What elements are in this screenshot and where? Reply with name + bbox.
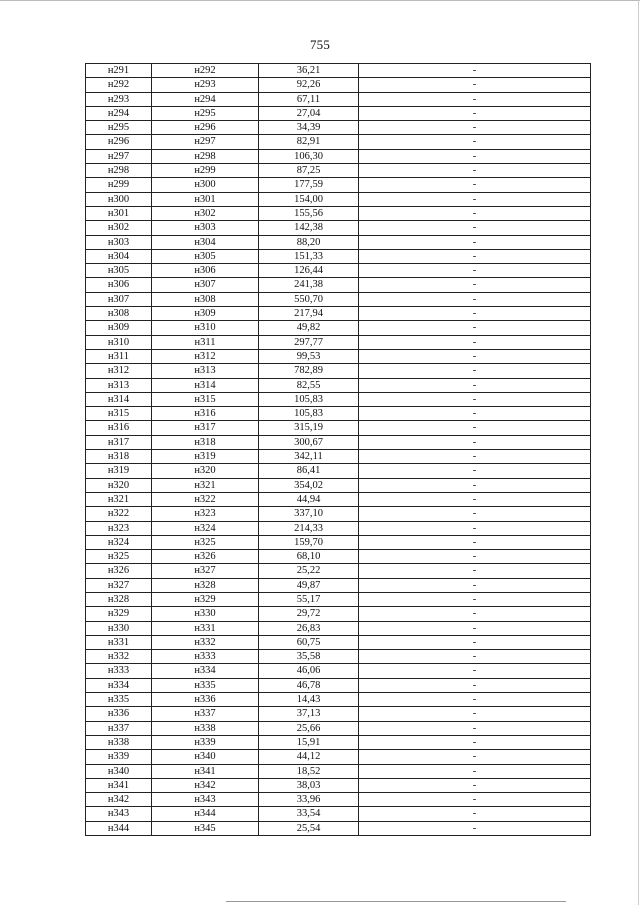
point-to-cell: н336 [152,693,259,707]
table-row [86,292,591,306]
length-cell: 155,56 [259,206,359,220]
note-cell: - [359,578,591,592]
table-row [86,192,591,206]
table-row [86,650,591,664]
note-cell: - [359,106,591,120]
table-row [86,578,591,592]
table-row [86,307,591,321]
point-to-cell: н293 [152,78,259,92]
note-cell: - [359,521,591,535]
point-to-cell: н296 [152,121,259,135]
point-from-cell: н308 [86,307,152,321]
point-to-cell: н329 [152,592,259,606]
point-from-cell: н332 [86,650,152,664]
note-cell: - [359,364,591,378]
point-to-cell: н330 [152,607,259,621]
point-from-cell: н324 [86,535,152,549]
point-from-cell: н317 [86,435,152,449]
table-row [86,121,591,135]
point-from-cell: н291 [86,64,152,78]
point-from-cell: н314 [86,392,152,406]
point-from-cell: н333 [86,664,152,678]
point-from-cell: н343 [86,807,152,821]
note-cell: - [359,450,591,464]
point-to-cell: н337 [152,707,259,721]
table-row [86,621,591,635]
point-from-cell: н294 [86,106,152,120]
length-cell: 241,38 [259,278,359,292]
point-to-cell: н344 [152,807,259,821]
point-to-cell: н304 [152,235,259,249]
point-from-cell: н330 [86,621,152,635]
length-cell: 142,38 [259,221,359,235]
note-cell: - [359,278,591,292]
length-cell: 25,66 [259,721,359,735]
table-row [86,335,591,349]
point-from-cell: н336 [86,707,152,721]
table-row [86,550,591,564]
table-row [86,392,591,406]
length-cell: 34,39 [259,121,359,135]
length-cell: 159,70 [259,535,359,549]
point-to-cell: н309 [152,307,259,321]
length-cell: 38,03 [259,778,359,792]
point-from-cell: н306 [86,278,152,292]
point-to-cell: н299 [152,164,259,178]
table-row [86,421,591,435]
length-cell: 297,77 [259,335,359,349]
length-cell: 82,55 [259,378,359,392]
length-cell: 106,30 [259,149,359,163]
note-cell: - [359,664,591,678]
table-row [86,249,591,263]
point-to-cell: н317 [152,421,259,435]
point-to-cell: н315 [152,392,259,406]
point-to-cell: н341 [152,764,259,778]
table-row [86,450,591,464]
point-from-cell: н322 [86,507,152,521]
table-row [86,135,591,149]
note-cell: - [359,807,591,821]
point-from-cell: н337 [86,721,152,735]
table-row [86,106,591,120]
point-from-cell: н325 [86,550,152,564]
length-cell: 82,91 [259,135,359,149]
table-row [86,564,591,578]
point-from-cell: н295 [86,121,152,135]
note-cell: - [359,249,591,263]
note-cell: - [359,264,591,278]
point-from-cell: н321 [86,492,152,506]
point-from-cell: н344 [86,821,152,835]
point-from-cell: н318 [86,450,152,464]
point-from-cell: н312 [86,364,152,378]
point-to-cell: н297 [152,135,259,149]
note-cell: - [359,793,591,807]
point-from-cell: н327 [86,578,152,592]
point-from-cell: н309 [86,321,152,335]
note-cell: - [359,192,591,206]
point-to-cell: н316 [152,407,259,421]
length-cell: 14,43 [259,693,359,707]
point-to-cell: н294 [152,92,259,106]
note-cell: - [359,407,591,421]
length-cell: 315,19 [259,421,359,435]
point-from-cell: н298 [86,164,152,178]
point-to-cell: н333 [152,650,259,664]
point-to-cell: н300 [152,178,259,192]
point-to-cell: н327 [152,564,259,578]
table-row [86,778,591,792]
point-from-cell: н301 [86,206,152,220]
point-to-cell: н319 [152,450,259,464]
note-cell: - [359,564,591,578]
length-cell: 55,17 [259,592,359,606]
note-cell: - [359,778,591,792]
point-from-cell: н341 [86,778,152,792]
table-row [86,793,591,807]
point-from-cell: н304 [86,249,152,263]
length-cell: 217,94 [259,307,359,321]
point-from-cell: н342 [86,793,152,807]
note-cell: - [359,750,591,764]
note-cell: - [359,135,591,149]
boundary-segments-table [85,63,591,836]
page-number: 755 [309,37,331,52]
length-cell: 26,83 [259,621,359,635]
table-row [86,435,591,449]
point-from-cell: н305 [86,264,152,278]
note-cell: - [359,149,591,163]
table-row [86,535,591,549]
point-to-cell: н331 [152,621,259,635]
length-cell: 33,96 [259,793,359,807]
point-to-cell: н324 [152,521,259,535]
point-to-cell: н306 [152,264,259,278]
table-row [86,678,591,692]
length-cell: 49,87 [259,578,359,592]
point-from-cell: н302 [86,221,152,235]
point-to-cell: н311 [152,335,259,349]
table-row [86,507,591,521]
point-to-cell: н339 [152,735,259,749]
length-cell: 44,94 [259,492,359,506]
length-cell: 25,54 [259,821,359,835]
note-cell: - [359,678,591,692]
point-to-cell: н298 [152,149,259,163]
note-cell: - [359,292,591,306]
point-to-cell: н307 [152,278,259,292]
note-cell: - [359,121,591,135]
table-row [86,206,591,220]
table-row [86,807,591,821]
table-row [86,764,591,778]
note-cell: - [359,92,591,106]
length-cell: 18,52 [259,764,359,778]
point-to-cell: н338 [152,721,259,735]
table-row [86,235,591,249]
table-row [86,607,591,621]
length-cell: 37,13 [259,707,359,721]
point-to-cell: н321 [152,478,259,492]
table-row [86,364,591,378]
point-to-cell: н342 [152,778,259,792]
point-from-cell: н331 [86,635,152,649]
note-cell: - [359,693,591,707]
length-cell: 337,10 [259,507,359,521]
length-cell: 87,25 [259,164,359,178]
point-to-cell: н328 [152,578,259,592]
note-cell: - [359,621,591,635]
table-row [86,721,591,735]
point-from-cell: н313 [86,378,152,392]
length-cell: 15,91 [259,735,359,749]
point-from-cell: н334 [86,678,152,692]
length-cell: 782,89 [259,364,359,378]
point-to-cell: н326 [152,550,259,564]
point-to-cell: н345 [152,821,259,835]
length-cell: 46,06 [259,664,359,678]
length-cell: 550,70 [259,292,359,306]
note-cell: - [359,635,591,649]
length-cell: 44,12 [259,750,359,764]
point-from-cell: н292 [86,78,152,92]
point-from-cell: н326 [86,564,152,578]
note-cell: - [359,64,591,78]
table-row [86,635,591,649]
note-cell: - [359,335,591,349]
table-row [86,78,591,92]
length-cell: 25,22 [259,564,359,578]
length-cell: 33,54 [259,807,359,821]
point-to-cell: н305 [152,249,259,263]
table-row [86,164,591,178]
page-frame-right-edge [638,0,639,905]
note-cell: - [359,378,591,392]
table-row [86,178,591,192]
table-row [86,92,591,106]
table-row [86,735,591,749]
length-cell: 214,33 [259,521,359,535]
note-cell: - [359,307,591,321]
point-from-cell: н335 [86,693,152,707]
table-row [86,592,591,606]
length-cell: 86,41 [259,464,359,478]
table-row [86,64,591,78]
point-to-cell: н312 [152,349,259,363]
point-from-cell: н340 [86,764,152,778]
point-from-cell: н307 [86,292,152,306]
length-cell: 46,78 [259,678,359,692]
note-cell: - [359,206,591,220]
point-from-cell: н323 [86,521,152,535]
table-row [86,693,591,707]
point-to-cell: н310 [152,321,259,335]
point-from-cell: н303 [86,235,152,249]
point-to-cell: н313 [152,364,259,378]
table-row [86,521,591,535]
point-from-cell: н311 [86,349,152,363]
point-to-cell: н318 [152,435,259,449]
point-from-cell: н338 [86,735,152,749]
length-cell: 177,59 [259,178,359,192]
length-cell: 105,83 [259,392,359,406]
note-cell: - [359,535,591,549]
table-row [86,278,591,292]
page-frame-bottom-line [226,901,566,902]
note-cell: - [359,321,591,335]
note-cell: - [359,235,591,249]
length-cell: 154,00 [259,192,359,206]
table-row [86,149,591,163]
note-cell: - [359,650,591,664]
point-from-cell: н329 [86,607,152,621]
note-cell: - [359,464,591,478]
point-to-cell: н322 [152,492,259,506]
table-row [86,378,591,392]
point-from-cell: н319 [86,464,152,478]
note-cell: - [359,607,591,621]
point-from-cell: н296 [86,135,152,149]
table-row [86,464,591,478]
length-cell: 60,75 [259,635,359,649]
length-cell: 49,82 [259,321,359,335]
point-to-cell: н303 [152,221,259,235]
note-cell: - [359,550,591,564]
table-row [86,750,591,764]
table-body [86,64,591,836]
note-cell: - [359,492,591,506]
point-from-cell: н315 [86,407,152,421]
length-cell: 36,21 [259,64,359,78]
point-from-cell: н316 [86,421,152,435]
length-cell: 151,33 [259,249,359,263]
note-cell: - [359,164,591,178]
table-row [86,407,591,421]
table-row [86,707,591,721]
table-row [86,821,591,835]
point-to-cell: н301 [152,192,259,206]
note-cell: - [359,435,591,449]
table-row [86,221,591,235]
note-cell: - [359,735,591,749]
point-to-cell: н325 [152,535,259,549]
point-to-cell: н292 [152,64,259,78]
note-cell: - [359,421,591,435]
point-to-cell: н334 [152,664,259,678]
page-frame-top-edge [0,0,640,1]
point-to-cell: н340 [152,750,259,764]
note-cell: - [359,78,591,92]
point-to-cell: н343 [152,793,259,807]
point-from-cell: н297 [86,149,152,163]
point-from-cell: н300 [86,192,152,206]
table-row [86,492,591,506]
note-cell: - [359,721,591,735]
length-cell: 67,11 [259,92,359,106]
length-cell: 105,83 [259,407,359,421]
length-cell: 35,58 [259,650,359,664]
point-to-cell: н320 [152,464,259,478]
point-from-cell: н310 [86,335,152,349]
point-from-cell: н293 [86,92,152,106]
note-cell: - [359,349,591,363]
note-cell: - [359,507,591,521]
table-row [86,264,591,278]
length-cell: 300,67 [259,435,359,449]
table-row [86,478,591,492]
length-cell: 68,10 [259,550,359,564]
point-from-cell: н320 [86,478,152,492]
point-from-cell: н339 [86,750,152,764]
table-row [86,664,591,678]
point-to-cell: н314 [152,378,259,392]
note-cell: - [359,821,591,835]
point-to-cell: н332 [152,635,259,649]
note-cell: - [359,392,591,406]
length-cell: 29,72 [259,607,359,621]
length-cell: 342,11 [259,450,359,464]
length-cell: 27,04 [259,106,359,120]
length-cell: 126,44 [259,264,359,278]
note-cell: - [359,764,591,778]
note-cell: - [359,592,591,606]
table-row [86,321,591,335]
length-cell: 99,53 [259,349,359,363]
point-to-cell: н335 [152,678,259,692]
note-cell: - [359,707,591,721]
note-cell: - [359,178,591,192]
point-to-cell: н295 [152,106,259,120]
point-from-cell: н299 [86,178,152,192]
length-cell: 354,02 [259,478,359,492]
length-cell: 92,26 [259,78,359,92]
point-to-cell: н323 [152,507,259,521]
point-to-cell: н302 [152,206,259,220]
length-cell: 88,20 [259,235,359,249]
note-cell: - [359,478,591,492]
note-cell: - [359,221,591,235]
point-to-cell: н308 [152,292,259,306]
point-from-cell: н328 [86,592,152,606]
table-row [86,349,591,363]
